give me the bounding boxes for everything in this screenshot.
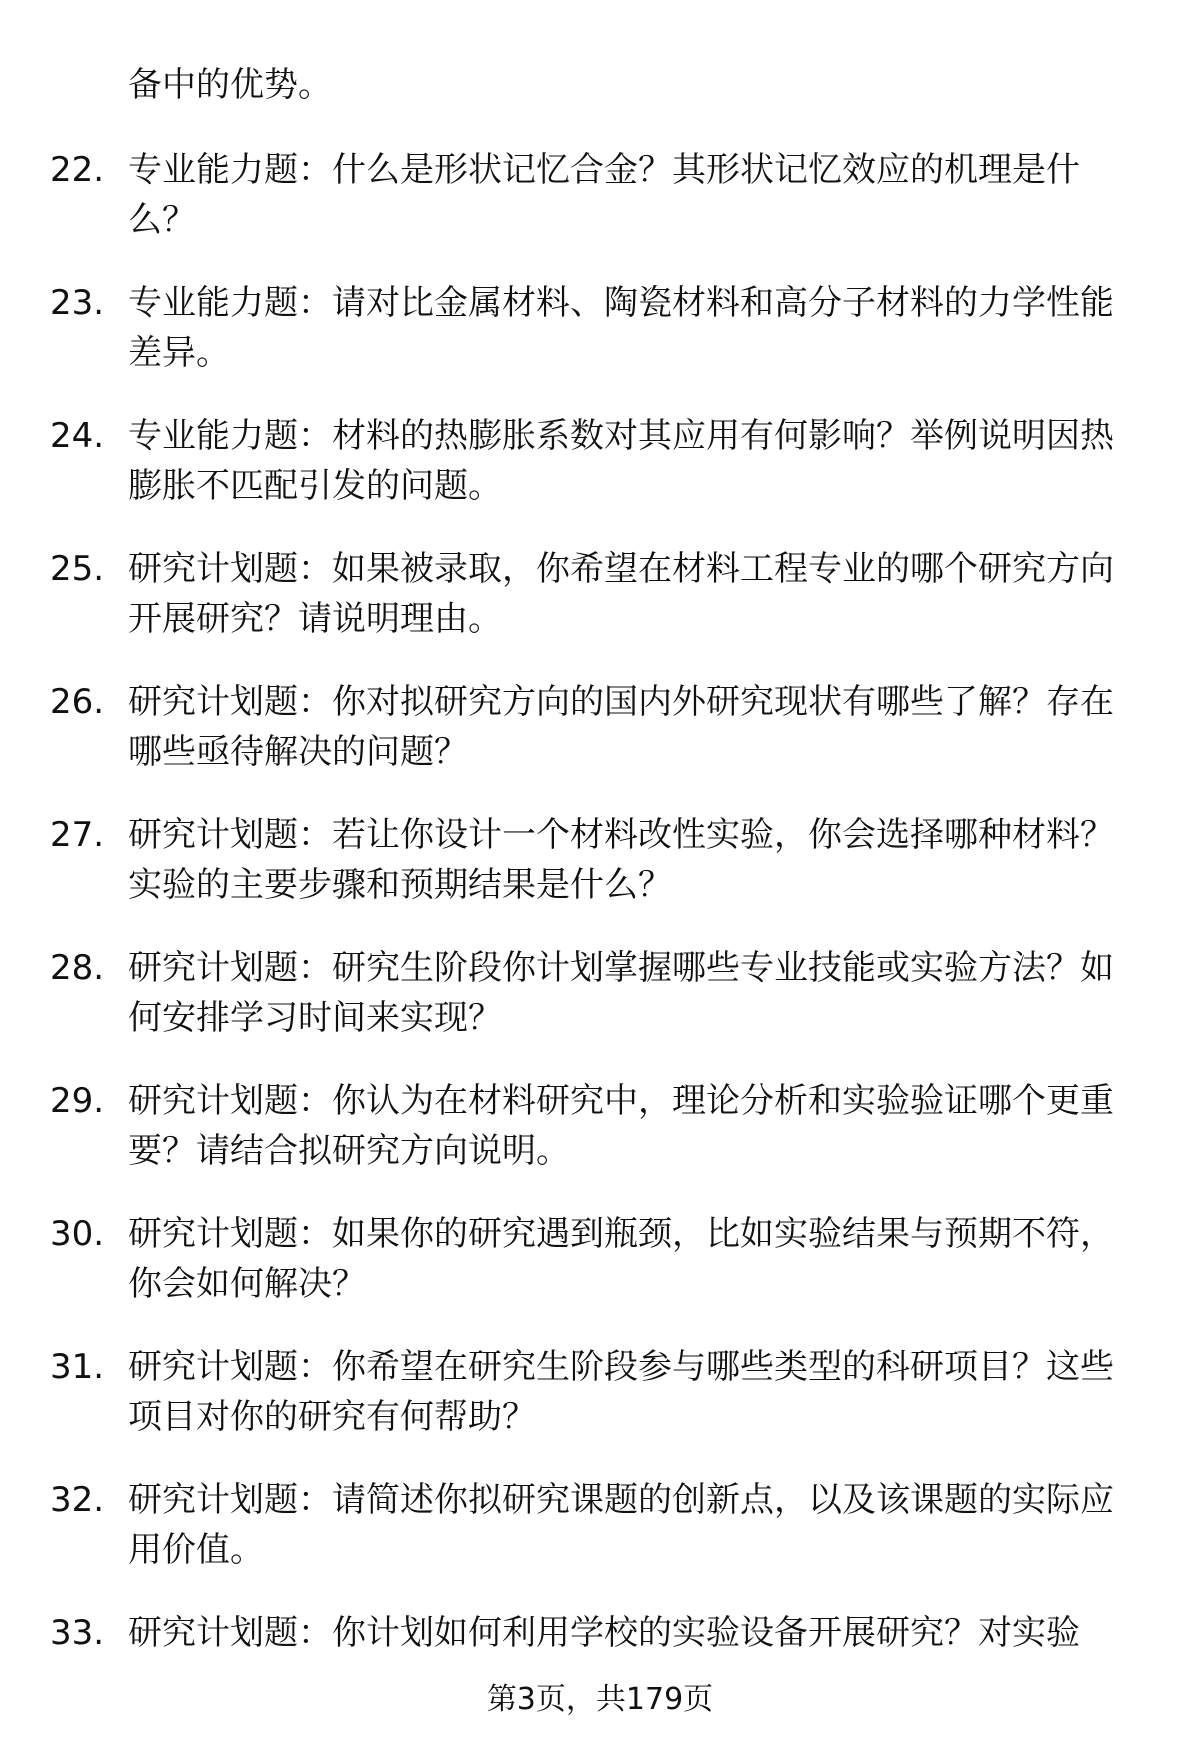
question-number: 30. [50, 1214, 105, 1254]
question-text: 研究计划题：你对拟研究方向的国内外研究现状有哪些了解？存在哪些亟待解决的问题？ [128, 682, 1114, 772]
question-item-33 [50, 1608, 1150, 1741]
continuation-text: 备中的优势。 [128, 65, 332, 105]
question-number: 24. [50, 416, 105, 456]
question-item-27 [50, 810, 1150, 943]
question-item-30 [50, 1209, 1150, 1342]
question-item-24 [50, 411, 1150, 544]
question-item-29 [50, 1076, 1150, 1209]
question-item-25 [50, 544, 1150, 677]
question-text: 研究计划题：你认为在材料研究中，理论分析和实验验证哪个更重要？请结合拟研究方向说明。 [128, 1081, 1114, 1171]
question-item-26 [50, 677, 1150, 810]
question-number: 33. [50, 1613, 105, 1653]
question-item-28 [50, 943, 1150, 1076]
question-text: 研究计划题：如果你的研究遇到瓶颈，比如实验结果与预期不符，你会如何解决？ [128, 1214, 1114, 1304]
question-item-22 [50, 145, 1150, 278]
question-number: 31. [50, 1347, 105, 1387]
question-number: 23. [50, 283, 105, 323]
question-number: 22. [50, 150, 105, 190]
question-text: 研究计划题：你希望在研究生阶段参与哪些类型的科研项目？这些项目对你的研究有何帮助？ [128, 1347, 1114, 1437]
question-item-23 [50, 278, 1150, 411]
question-number: 28. [50, 948, 105, 988]
question-text: 专业能力题：材料的热膨胀系数对其应用有何影响？举例说明因热膨胀不匹配引发的问题。 [128, 416, 1114, 506]
question-text: 研究计划题：请简述你拟研究课题的创新点，以及该课题的实际应用价值。 [128, 1480, 1114, 1570]
question-text: 研究计划题：若让你设计一个材料改性实验，你会选择哪种材料？实验的主要步骤和预期结果是什么？ [128, 815, 1114, 905]
question-number: 27. [50, 815, 105, 855]
question-text: 研究计划题：你计划如何利用学校的实验设备开展研究？对实验 [128, 1613, 1080, 1653]
question-number: 32. [50, 1480, 105, 1520]
question-number: 25. [50, 549, 105, 589]
question-list [50, 145, 1150, 1741]
question-text: 研究计划题：如果被录取，你希望在材料工程专业的哪个研究方向开展研究？请说明理由。 [128, 549, 1114, 639]
question-text: 专业能力题：请对比金属材料、陶瓷材料和高分子材料的力学性能差异。 [128, 283, 1114, 373]
question-item-32 [50, 1475, 1150, 1608]
question-number: 29. [50, 1081, 105, 1121]
page-footer: 第3页，共179页 [486, 1682, 714, 1717]
question-text: 研究计划题：研究生阶段你计划掌握哪些专业技能或实验方法？如何安排学习时间来实现？ [128, 948, 1114, 1038]
question-item-31 [50, 1342, 1150, 1475]
question-text: 专业能力题：什么是形状记忆合金？其形状记忆效应的机理是什么？ [128, 150, 1080, 240]
question-number: 26. [50, 682, 105, 722]
